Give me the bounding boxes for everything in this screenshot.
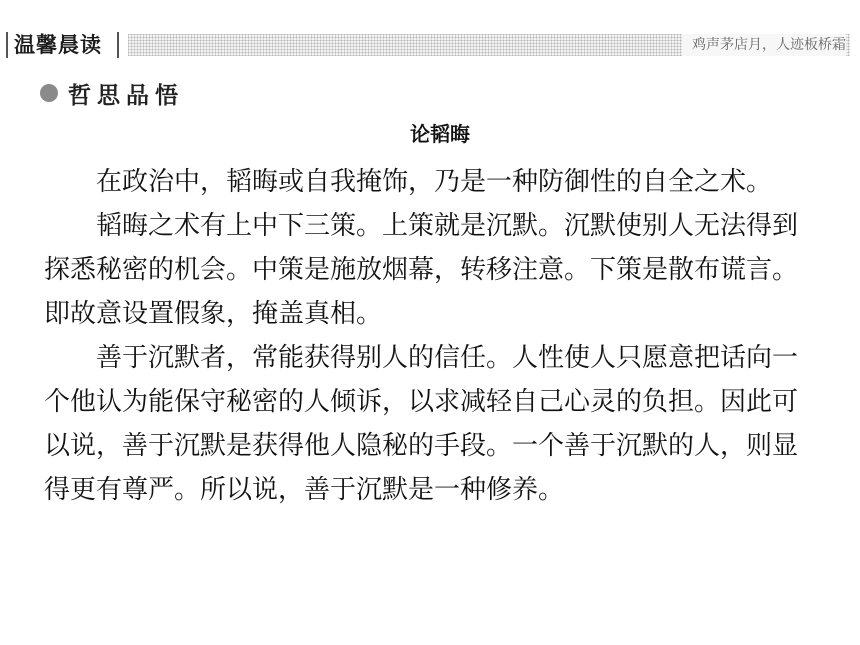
header-title: 温馨晨读 xyxy=(14,33,102,57)
paragraph-3: 善于沉默者，常能获得别人的信任。人性使人只愿意把话向一个他认为能保守秘密的人倾诉，以求减轻自己心灵的负担。因此可以说，善于沉默是获得他人隐秘的手段。一个善于沉默的人，则显得更有尊严。所以说，善于沉默是一种修养。 xyxy=(44,343,799,505)
header-divider-left xyxy=(6,32,8,58)
section-title: 哲思品悟 xyxy=(68,82,184,109)
paragraph-2: 韬晦之术有上中下三策。上策就是沉默。沉默使别人无法得到探悉秘密的机会。中策是施放烟幕，转移注意。下策是散布谎言。即故意设置假象，掩盖真相。 xyxy=(44,211,799,329)
bullet-icon xyxy=(40,84,58,102)
article-body xyxy=(44,160,804,512)
section-heading xyxy=(40,77,184,109)
article-title: 论韬晦 xyxy=(410,122,470,146)
header-subtitle: 鸡声茅店月，人迹板桥霜 xyxy=(682,34,846,56)
header-bar xyxy=(0,30,860,60)
paragraph-1: 在政治中，韬晦或自我掩饰，乃是一种防御性的自全之术。 xyxy=(96,167,773,197)
header-divider-right xyxy=(117,32,119,58)
